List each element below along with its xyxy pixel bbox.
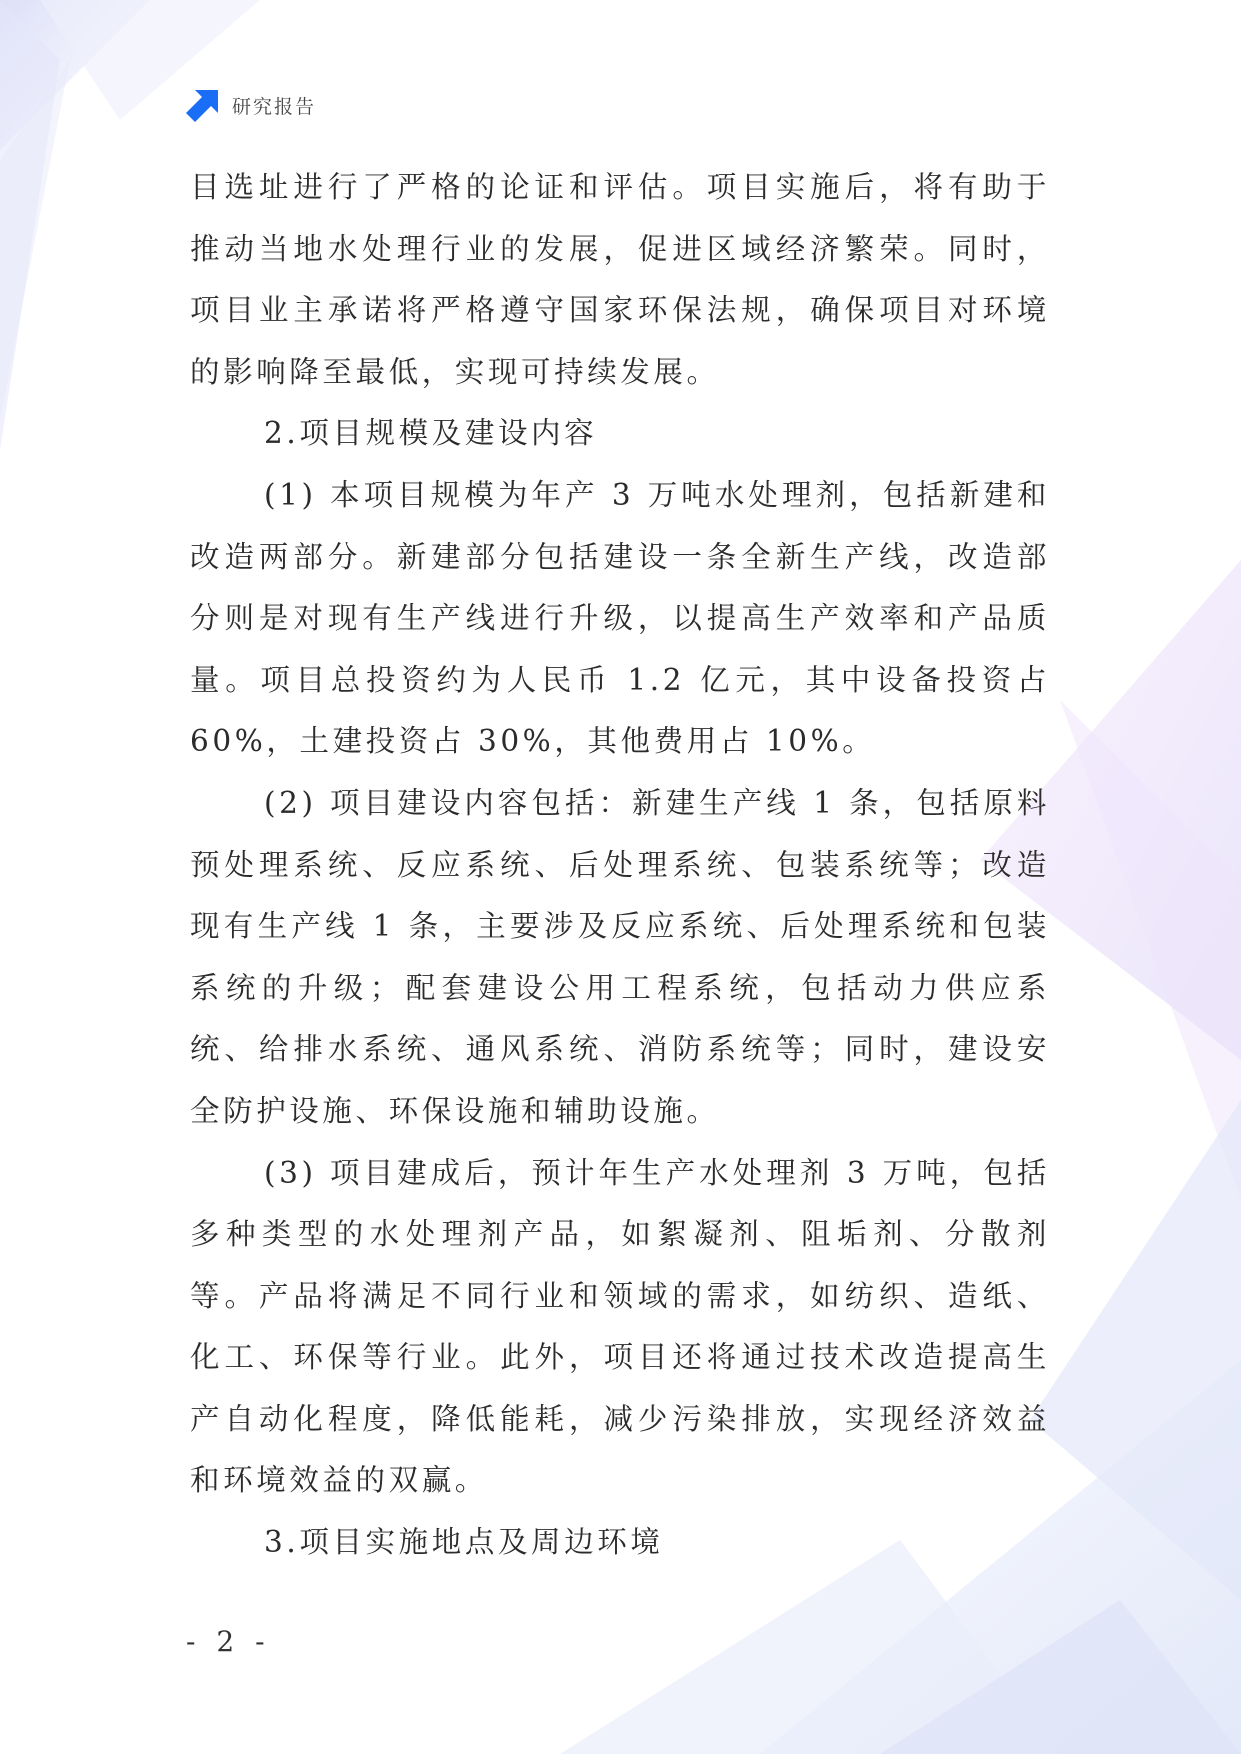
header-title: 研究报告 bbox=[232, 95, 317, 118]
arrow-up-right-icon bbox=[186, 88, 220, 122]
paragraph-scale-3: (3) 项目建成后，预计年生产水处理剂 3 万吨，包括多种类型的水处理剂产品，如絮凝剂、阻垢剂、分散剂等。产品将满足不同行业和领域的需求，如纺织、造纸、化工、环保等行业。此外，项目还将通过技术改造提高生产自动化程度，降低能耗，减少污染排放，实现经济效益和环境效益的双赢。 bbox=[190, 1155, 1050, 1498]
section-heading-scale: 2.项目规模及建设内容 bbox=[264, 416, 598, 451]
section-heading-location: 3.项目实施地点及周边环境 bbox=[264, 1525, 664, 1560]
paragraph-scale-1: (1) 本项目规模为年产 3 万吨水处理剂，包括新建和改造两部分。新建部分包括建设一条全新生产线，改造部分则是对现有生产线进行升级，以提高生产效率和产品质量。项目总投资约为人民币 1.2 亿元，其中设备投资占 60%，土建投资占 30%，其他费用占 10%。 bbox=[190, 477, 1050, 759]
header bbox=[186, 88, 316, 122]
paragraph-site-evaluation: 目选址进行了严格的论证和评估。项目实施后，将有助于推动当地水处理行业的发展，促进区域经济繁荣。同时，项目业主承诺将严格遵守国家环保法规，确保项目对环境的影响降至最低，实现可持续发展。 bbox=[190, 170, 1050, 389]
paragraph-scale-2: (2) 项目建设内容包括：新建生产线 1 条，包括原料预处理系统、反应系统、后处理系统、包装系统等；改造现有生产线 1 条，主要涉及反应系统、后处理系统和包装系统的升级；配套建设公用工程系统，包括动力供应系统、给排水系统、通风系统、消防系统等；同时，建设安全防护设施、环保设施和辅助设施。 bbox=[190, 785, 1050, 1128]
page-number: - 2 - bbox=[186, 1625, 271, 1658]
document-body bbox=[190, 157, 1050, 1574]
